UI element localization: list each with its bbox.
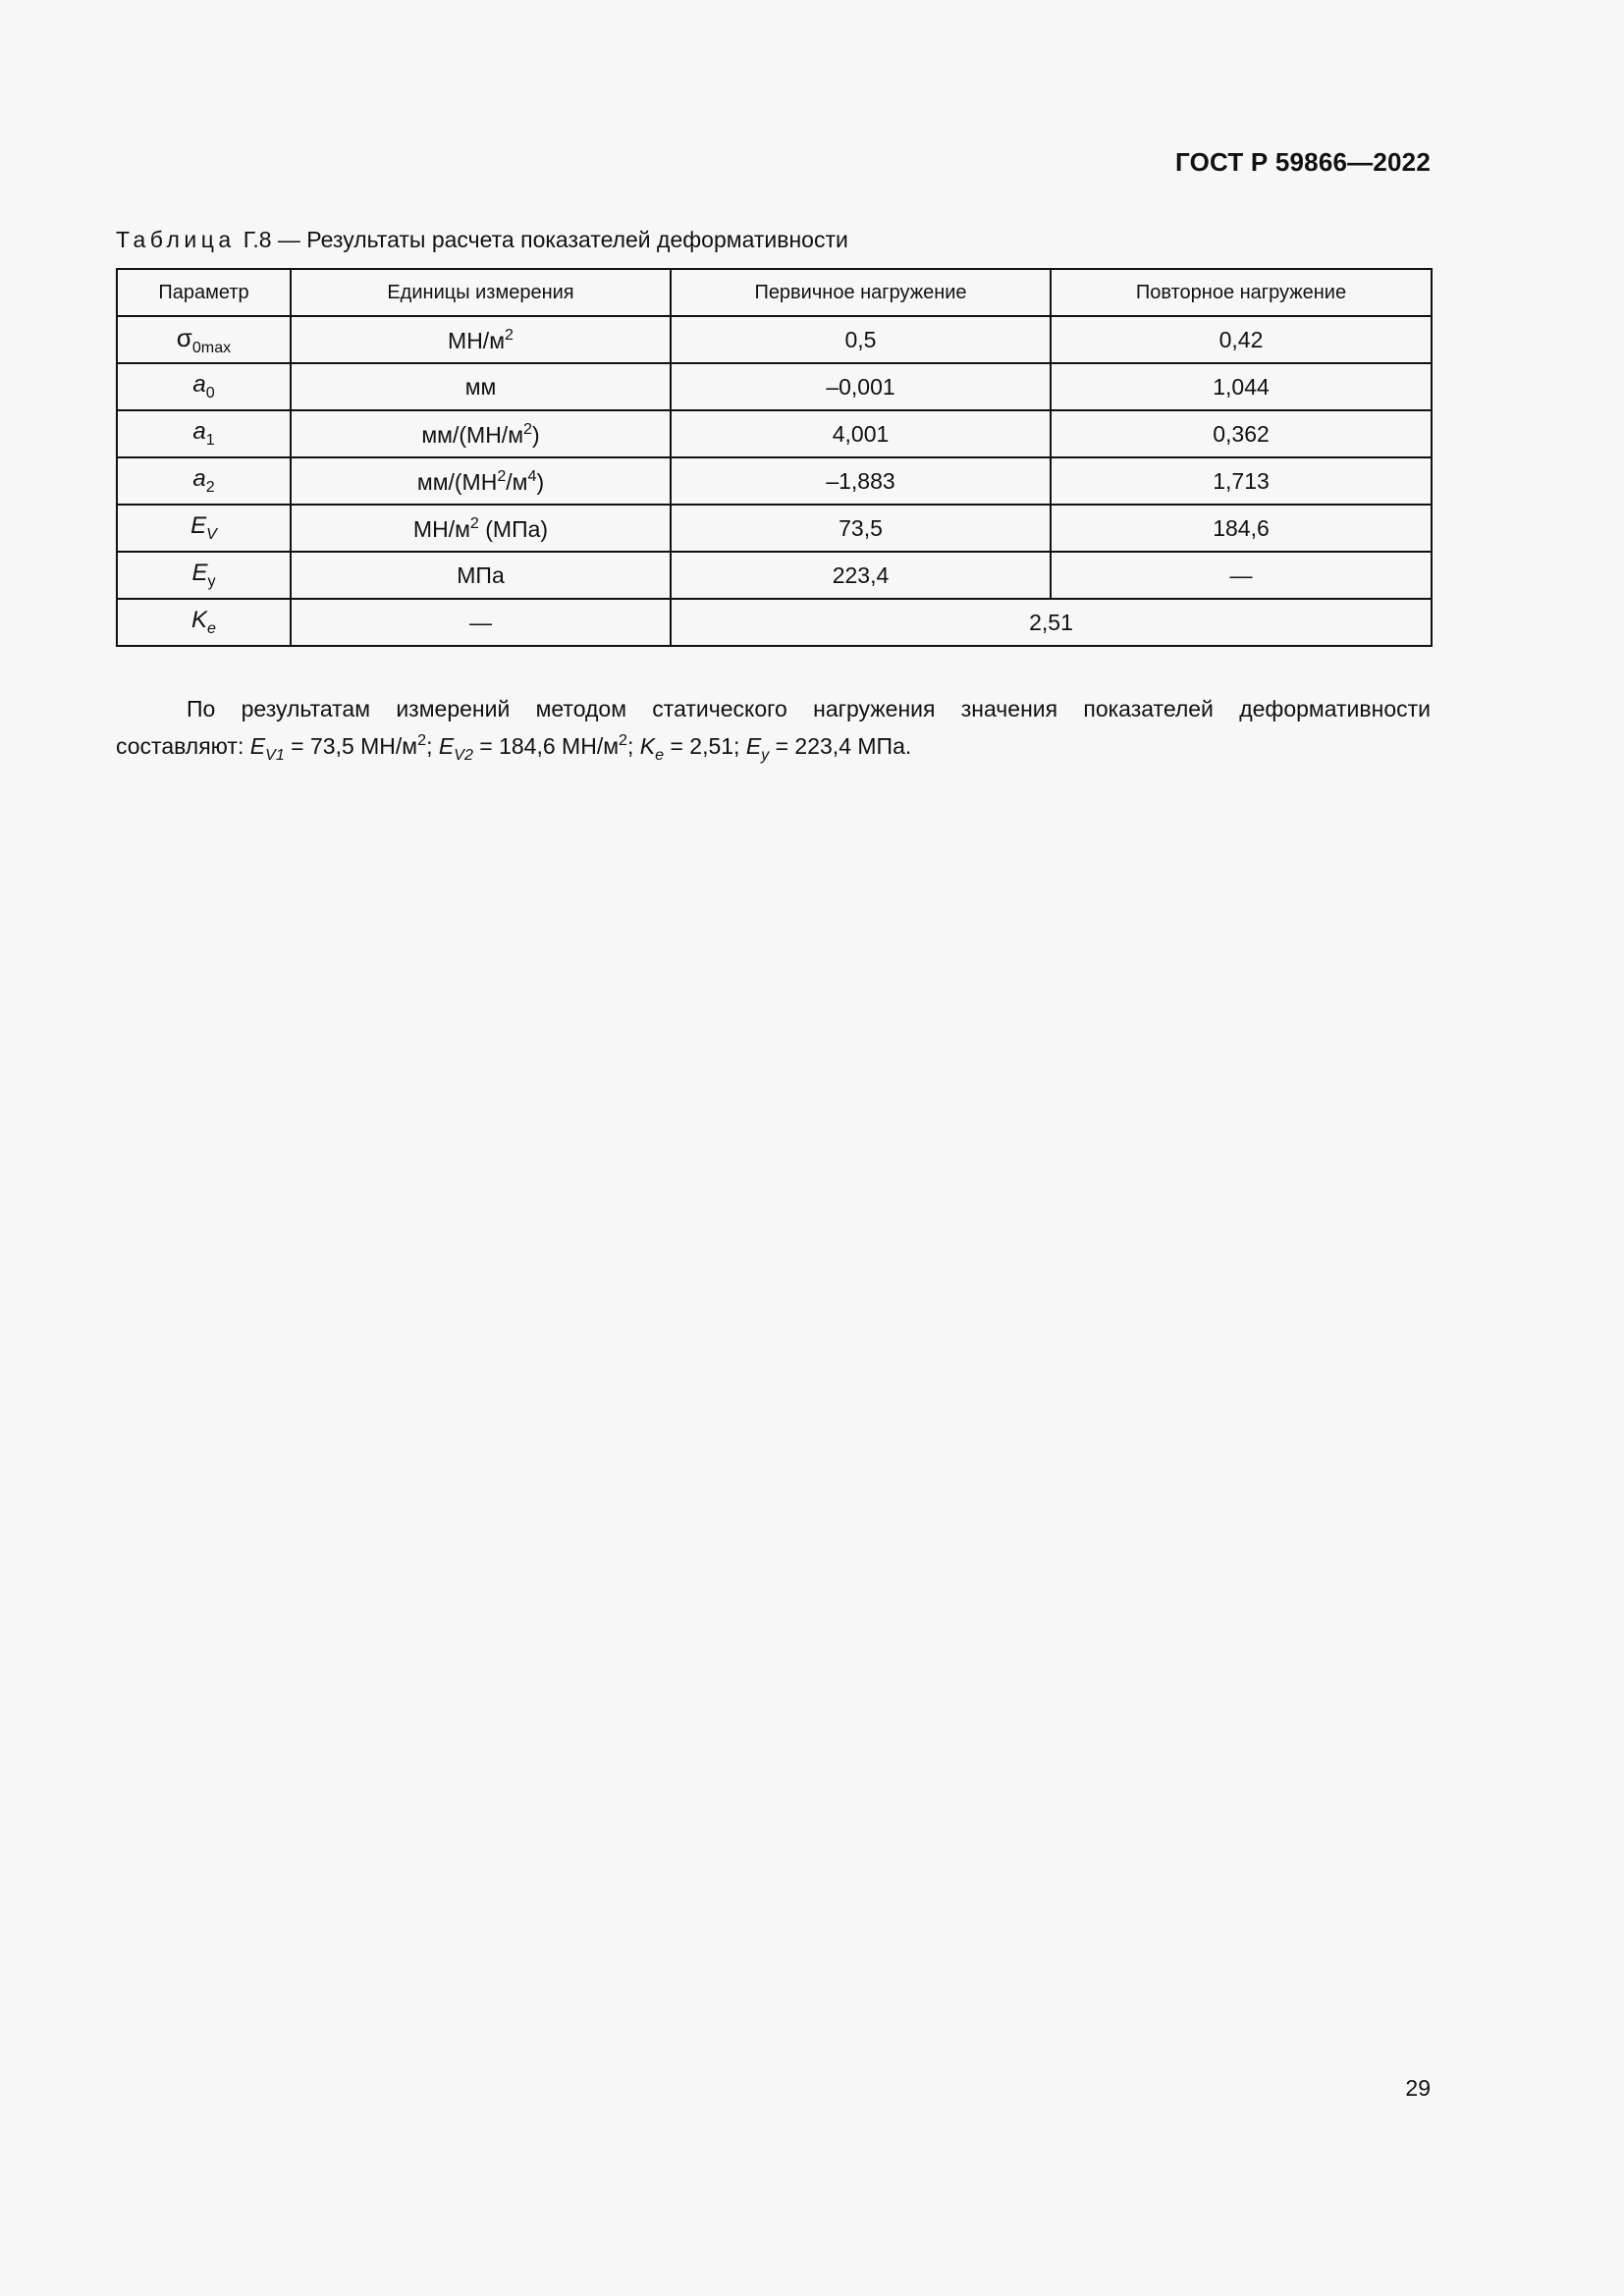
table-row <box>117 552 1432 599</box>
table-header-row <box>117 269 1432 316</box>
subscript-ev1: V1 <box>265 746 285 764</box>
primary-value: 4,001 <box>671 410 1051 457</box>
param-symbol: a <box>192 465 206 492</box>
subscript-ev2: V2 <box>454 746 473 764</box>
results-paragraph <box>116 693 1431 771</box>
table-row <box>117 316 1432 363</box>
param-symbol: E <box>191 560 208 586</box>
header-repeat-loading: Повторное нагружение <box>1051 269 1432 316</box>
param-symbol: σ <box>176 322 192 352</box>
header-units: Единицы измерения <box>291 269 671 316</box>
unit-cell <box>291 410 671 457</box>
unit-cell: МПа <box>291 552 671 599</box>
value-ev1: = 73,5 МН/м <box>284 733 418 759</box>
param-symbol: a <box>192 418 206 445</box>
unit-cell: — <box>291 599 671 646</box>
header-primary-loading: Первичное нагружение <box>671 269 1051 316</box>
separator: ; <box>426 733 439 759</box>
unit-text: /м <box>506 468 528 495</box>
table-row <box>117 410 1432 457</box>
value-ey: = 223,4 МПа. <box>769 733 912 759</box>
repeat-value: 0,42 <box>1051 316 1432 363</box>
separator: ; <box>626 733 640 759</box>
symbol-ev2: E <box>438 733 455 759</box>
superscript: 2 <box>619 731 627 749</box>
table-caption-label: Таблица <box>116 227 236 252</box>
primary-value: –0,001 <box>671 363 1051 410</box>
deformation-results-table <box>116 268 1433 647</box>
param-subscript: V <box>206 525 217 543</box>
repeat-value: 184,6 <box>1051 505 1432 552</box>
page-number: 29 <box>1405 2075 1431 2101</box>
text-run: составляют: <box>116 733 250 759</box>
unit-text: ) <box>531 421 540 448</box>
unit-cell <box>291 505 671 552</box>
primary-value: 223,4 <box>671 552 1051 599</box>
table-row <box>117 599 1432 646</box>
param-subscript: 0max <box>191 338 232 356</box>
param-subscript: e <box>207 619 216 637</box>
param-symbol: K <box>191 607 208 633</box>
primary-value: –1,883 <box>671 457 1051 505</box>
primary-value: 0,5 <box>671 316 1051 363</box>
param-cell <box>117 505 291 552</box>
repeat-value: 1,713 <box>1051 457 1432 505</box>
param-symbol: E <box>190 512 207 539</box>
unit-text: ) <box>536 468 545 495</box>
symbol-ke: K <box>639 733 656 759</box>
param-subscript: 1 <box>205 431 215 449</box>
param-subscript: 0 <box>205 384 215 401</box>
table-row <box>117 457 1432 505</box>
paragraph-line-1: По результатам измерений методом статического нагружения значения показателей деформативности <box>187 696 1431 721</box>
param-cell <box>117 599 291 646</box>
value-ev2: = 184,6 МН/м <box>472 733 620 759</box>
repeat-value: 0,362 <box>1051 410 1432 457</box>
param-subscript: 2 <box>205 478 215 496</box>
repeat-value: 1,044 <box>1051 363 1432 410</box>
table-caption <box>116 227 848 253</box>
primary-value: 73,5 <box>671 505 1051 552</box>
param-cell <box>117 457 291 505</box>
symbol-ev1: E <box>249 733 266 759</box>
subscript-ke: e <box>655 746 665 764</box>
symbol-ey: E <box>745 733 762 759</box>
param-cell <box>117 363 291 410</box>
param-cell <box>117 410 291 457</box>
unit-text: МН/м <box>412 515 470 542</box>
unit-cell <box>291 316 671 363</box>
value-ke: = 2,51; <box>664 733 746 759</box>
unit-text: МН/м <box>448 327 506 353</box>
repeat-value: — <box>1051 552 1432 599</box>
param-symbol: a <box>192 371 206 398</box>
param-cell <box>117 552 291 599</box>
subscript-ey: y <box>761 746 770 764</box>
unit-superscript: 4 <box>527 466 537 485</box>
param-cell <box>117 316 291 363</box>
merged-value: 2,51 <box>671 599 1432 646</box>
header-parameter: Параметр <box>117 269 291 316</box>
table-row <box>117 363 1432 410</box>
unit-cell: мм <box>291 363 671 410</box>
param-subscript: y <box>207 572 216 590</box>
paragraph-line-2 <box>116 724 1431 771</box>
unit-superscript: 2 <box>523 419 532 438</box>
table-caption-title: Г.8 — Результаты расчета показателей деформативности <box>243 227 848 252</box>
table-row <box>117 505 1432 552</box>
unit-cell <box>291 457 671 505</box>
unit-text: мм/(МН <box>416 468 498 495</box>
unit-superscript: 2 <box>497 466 507 485</box>
document-number: ГОСТ Р 59866—2022 <box>1175 147 1431 177</box>
superscript: 2 <box>417 731 427 749</box>
unit-text: (МПа) <box>478 515 549 542</box>
unit-superscript: 2 <box>469 513 479 532</box>
unit-superscript: 2 <box>505 325 514 344</box>
unit-text: мм/(МН/м <box>421 421 524 448</box>
